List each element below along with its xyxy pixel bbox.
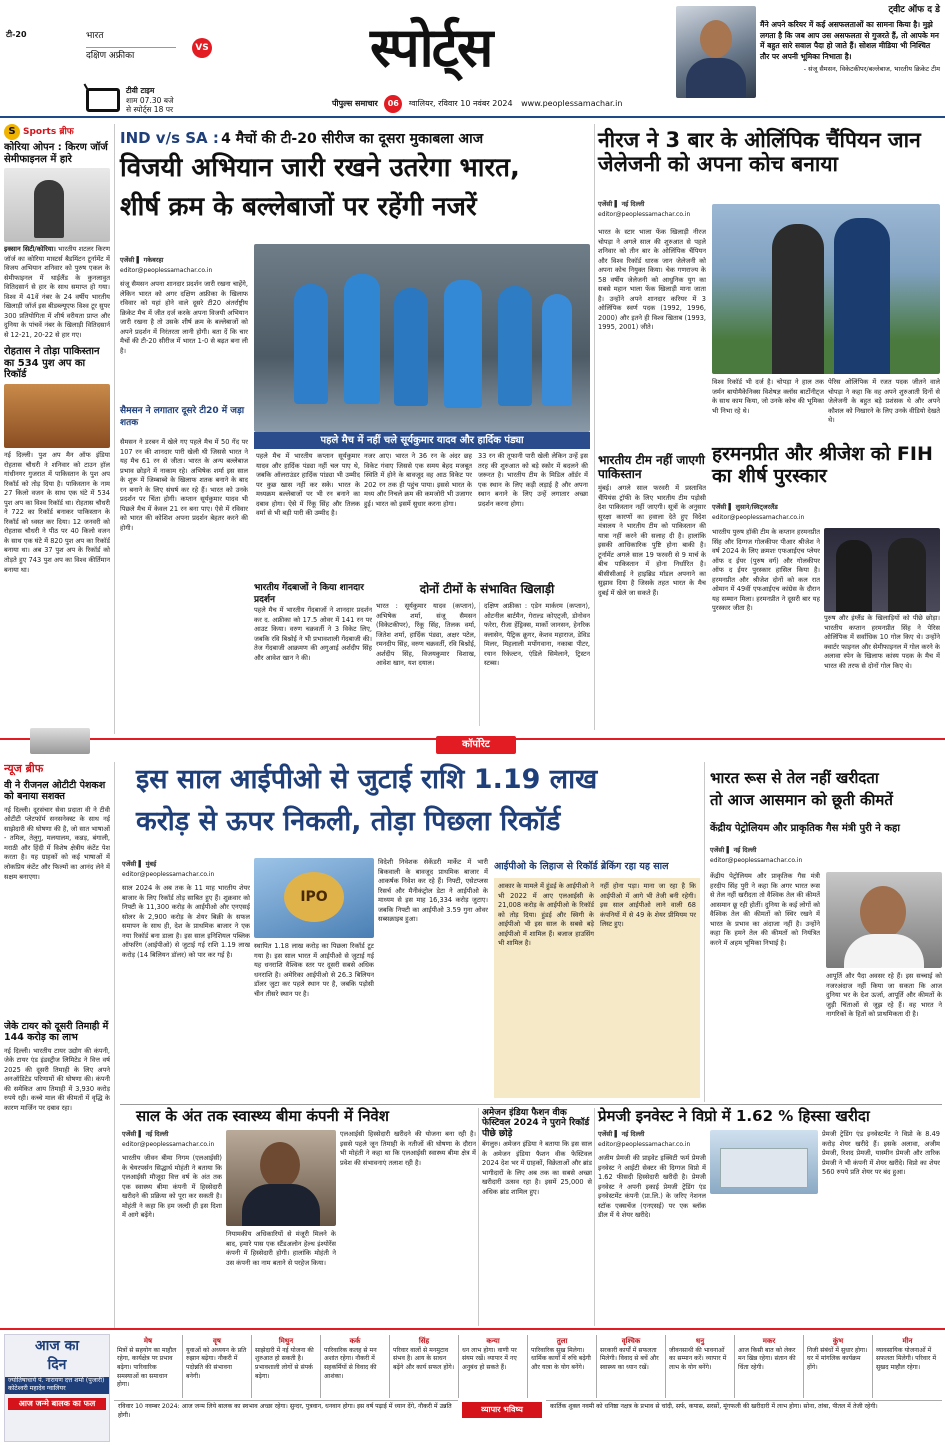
fih-body: भारतीय पुरुष हॉकी टीम के कप्तान हरमनप्रीत सिंह और दिग्गज गोलकीपर पीआर श्रीजेश ने वर्ष 2024 के लिए क्रमशः एफआईएच प्लेयर ऑफ द ईयर (पुरुष वर्ग) और गोलकीपर ऑफ द ईयर पुरस्कार हासिल किया है। हरमनप्रीत और श्रीजेश दोनों को कल रात ओमान में 49वीं एफआईएच कांग्रेस के दौरान यह सम्मान मिला। हरमनप्रीत ने दूसरी बार यह पुरस्कार जीता है। <box>712 528 820 613</box>
zodiac-taurus: वृष युवाओं को अध्ययन के प्रति रुझान बढ़ेगा। नौकरी में पदोन्नति की संभावना बनेगी। <box>183 1335 252 1398</box>
site-url: www.peoplessamachar.in <box>521 99 623 108</box>
scorpio-icon: वृश्चिक <box>621 1337 641 1345</box>
neeraj-body: भारत के स्टार भाला फेंक खिलाड़ी नीरज चोपड़ा ने अगले साल की शुरुआत से पहले शनिवार को तीन बार के ओलिंपिक चैंपियन और विश्व रिकॉर्ड धारक जान जेलेजनी को अपना कोच नियुक्त किया। चेक गणराज्य के 58 वर्षीय जेलेजनी को आधुनिक युग का सबसे महान भाला फेंक खिलाड़ी माना जाता है। उन्होंने अपने शानदार करियर में 3 ओलिंपिक स्वर्ण पदक (1992, 1996, 2000) और इतने ही विश्व खिताब (1993, 1995, 2001) जीते। <box>598 228 706 332</box>
insurance-headline: साल के अंत तक स्वास्थ्य बीमा कंपनी में निवेश <box>136 1107 389 1125</box>
pisces-icon: मीन <box>902 1337 913 1345</box>
pushup-photo <box>4 384 110 448</box>
ipo-email: editor@peoplessamachar.co.in <box>122 871 215 878</box>
lead-headline-1: विजयी अभियान जारी रखने उतरेगा भारत, <box>120 153 520 183</box>
lead-body-a: सैमसन ने डरबन में खेले गए पहले मैच में 50 गेंद पर 107 रन की शानदार पारी खेली थी जिससे भारत ने यह मैच 61 रन से जीता। भारत के अन्य बल्लेबाज प्रभाव छोड़ने में नाकाम रहे। अभिषेक शर्मा इस साल के शुरू में जिम्बाब्वे के खिलाफ शतक बनाने के बाद रन बनाने के लिए संघर्ष कर रहे हैं। भारत को उनके प्रदर्शन पर चिंता होगी। कप्तान सूर्यकुमार यादव भी पिछले मैच में केवल 21 रन बना पाए। ऐसे में रविवार को भारत की कोशिश अपना प्रदर्शन बेहतर करने की होगी। <box>120 438 248 532</box>
probable-xi-title: दोनों टीमों के संभावित खिलाड़ी <box>419 582 555 596</box>
ipo-headline-2: करोड़ से ऊपर निकली, तोड़ा पिछला रिकॉर्ड <box>136 806 561 837</box>
puri-photo <box>826 872 942 968</box>
tv-time-2: से स्पोर्ट्स 18 पर <box>126 105 174 114</box>
paper-name: पीपुल्स समाचार <box>332 99 378 108</box>
aries-icon: मेष <box>143 1337 153 1345</box>
neeraj-caption-1: विश्व रिकॉर्ड भी दर्ज है। चोपड़ा ने हाल तक जर्मन बायोमैकेनिक्स विशेषज्ञ क्लॉस बार्टोनीट्ज के साथ काम किया, जो उनके कोच की भूमिका भी निभा रहे थे। <box>712 378 824 415</box>
tweet-of-the-day <box>760 4 940 74</box>
oil-subhead: केंद्रीय पेट्रोलियम और प्राकृतिक गैस मंत्री पुरी ने कहा <box>710 823 900 834</box>
insurance-byline: एजेंसी ▌ नई दिल्ली <box>122 1130 169 1138</box>
pak-headline: भारतीय टीम नहीं जाएगी पाकिस्तान <box>598 453 705 481</box>
tv-icon <box>86 88 120 112</box>
lead-body-b: पहले मैच में भारतीय कप्तान सूर्यकुमार यादव और हार्दिक पंड्या नहीं चल पाए थे, जबकि ऑलराउंडर हार्दिक पांड्या भी उम्मीद पर कुछ खास नहीं कर सके। भारत के मध्यक्रम बल्लेबाजों पर भी रन बनाने का दबाव होगा। ऐसे में रिंकू सिंह और तिलक वर्मा से भी बड़ी पारी की उम्मीद है। <box>256 452 360 518</box>
corporate-band: कॉर्पोरेट <box>436 736 516 754</box>
fih-byline: एजेंसी ▌ लुसाने/स्विट्जरलैंड <box>712 503 778 511</box>
horoscope-title-1: आज का <box>35 1338 79 1354</box>
ipo-illustration: IPO <box>254 858 374 938</box>
neeraj-email: editor@peoplessamachar.co.in <box>598 211 691 218</box>
pak-body: मुंबई। अगले साल फरवरी में प्रस्तावित चैंपियंस ट्रॉफी के लिए भारतीय टीम पड़ोसी देश पाकिस्तान नहीं जाएगी। सूत्रों के अनुसार सुरक्षा कारणों का हवाला देते हुए विदेश मंत्रालय ने भारतीय टीम को पाकिस्तान की यात्रा नहीं करने की सलाह दी है। हालांकि इसकी आधिकारिक पुष्टि होना बाकी है। टूर्नामेंट अगले साल 19 फरवरी से 9 मार्च के बीच पाकिस्तान में होना निर्धारित है। बीसीसीआई ने हाइब्रिड मॉडल अपनाने का सुझाव दिया है जिसके तहत भारत के मैच दुबई में खेले जा सकते हैं। <box>598 484 706 598</box>
zodiac-pisces: मीन व्यावसायिक योजनाओं में सफलता मिलेगी। परिवार में सुखद माहौल रहेगा। <box>873 1335 942 1398</box>
sports-brief: S Sports ब्रीफ कोरिया ओपन : किरण जॉर्ज सेमीफाइनल में हारे इक्सान सिटी/कोरिया। भारतीय शटलर किरण जॉर्ज का कोरिया मास्टर्स बैडमिंटन टूर्नामेंट में विजय अभियान शनिवार को पुरुष एकल के सेमीफाइनल में थाईलैंड के कुनलावुत वितिदसार्न से हार के साथ समाप्त हो गया। विश्व में 41वें नंबर के 24 वर्षीय भारतीय खिलाड़ी जॉर्ज इस बीडब्ल्यूएफ विश्व टूर सुपर 300 प्रतियोगिता में शीर्ष वरीयता प्राप्त और दुनिया के पांचवें नंबर के खिलाड़ी वितिदसार्न से 12-21, 20-22 से हार गए। रोहतास ने तोड़ा पाकिस्तान का 534 पुश अप का रिकॉर्ड नई दिल्ली। पुश अप मैन ऑफ इंडिया रोहतास चौधरी ने शनिवार को टाउन हॉल गांधीनगर गुजरात में पाकिस्तान के पुश अप रिकॉर्ड को तोड़ दिया है। पाकिस्तान के नाम 27 किलो वजन के साथ एक घंटे में 534 पुश अप का विश्व रिकॉर्ड था। रोहतास चौधरी ने 722 का रिकॉर्ड बनाकर पाकिस्तान के रिकॉर्ड को ध्वस्त कर दिया। 12 जनवरी को रोहतास चौधरी ने पीठ पर 40 किलो वजन के साथ एक घंटे में 820 पुश अप का रिकॉर्ड बनाया था। अब 37 पुश अप के रिकॉर्ड को तोड़ते हुए 743 पुश अप का विश्व कीर्तिमान बनाया था। <box>4 126 110 574</box>
news-brief <box>4 762 110 1322</box>
zodiac-aries: मेष मित्रों से सहयोग का माहौल रहेगा, कार्यक्षेत्र पर प्रभाव बढ़ेगा। पारिवारिक समस्याओं का समाधान होगा। <box>114 1335 183 1398</box>
zodiac-virgo: कन्या धन लाभ होगा। वाणी पर संयम रखें। व्यापार में नए अनुबंध हो सकते हैं। <box>459 1335 528 1398</box>
jk-tyre-body: नई दिल्ली। भारतीय टायर उद्योग की कंपनी, जेके टायर एंड इंडस्ट्रीज लिमिटेड ने वित्त वर्ष 2025 की दूसरी तिमाही के लिए अपने अनऑडिटेड परिणामों की घोषणा की। कंपनी की समेकित आय तिमाही में 3,930 करोड़ रुपये रही। कच्चे माल की कीमतों में वृद्धि के कारण मार्जिन पर दबाव रहा। <box>4 1046 110 1112</box>
tv-time-label: टीवी टाइम <box>126 86 155 95</box>
brief-logo-icon: S <box>4 124 20 140</box>
brief-body-1: भारतीय शटलर किरण जॉर्ज का कोरिया मास्टर्स बैडमिंटन टूर्नामेंट में विजय अभियान शनिवार को पुरुष एकल के सेमीफाइनल में थाईलैंड के कुनलावुत वितिदसार्न से हार के साथ समाप्त हो गया। विश्व में 41वें नंबर के 24 वर्षीय भारतीय खिलाड़ी जॉर्ज इस बीडब्ल्यूएफ विश्व टूर सुपर 300 प्रतियोगिता में शीर्ष वरीयता प्राप्त और दुनिया के पांचवें नंबर के खिलाड़ी वितिदसार्न से 12-21, 20-22 से हार गए। <box>4 245 110 339</box>
record-body-1: आकार के मामले में हुंडई के आईपीओ ने भी 2022 में आए एलआईसी के 21,008 करोड़ के आईपीओ के रिकॉर्ड को तोड़ दिया। हुंडई और स्विगी के आईपीओ भी इस साल के सबसे बड़े आईपीओ में शामिल हैं। बजाज हाउसिंग भी शामिल है। <box>498 882 594 948</box>
leo-icon: सिंह <box>418 1337 430 1345</box>
virgo-icon: कन्या <box>486 1337 500 1345</box>
oil-body: केंद्रीय पेट्रोलियम और प्राकृतिक गैस मंत्री हरदीप सिंह पुरी ने कहा कि अगर भारत रूस से तेल नहीं खरीदता तो वैश्विक तेल की कीमतें आसमान छू रही होतीं। दुनिया के कई लोगों को वैश्विक तेल की कीमतों को स्थिर रखने में भारत के प्रभाव का अंदाजा नहीं है। उन्होंने कहा कि हमने तेल की कीमतों को नियंत्रित करने में अहम भूमिका निभाई है। <box>710 872 820 947</box>
taurus-icon: वृष <box>213 1337 221 1345</box>
team-two: दक्षिण अफ्रीका <box>86 47 176 62</box>
lic-chairman-photo <box>226 1130 336 1226</box>
insurance-body-1: भारतीय जीवन बीमा निगम (एलआईसी) के चेयरपर्सन सिद्धार्थ मोहंती ने बताया कि एलआईसी मौजूदा वित्त वर्ष के अंत तक एक स्वास्थ्य बीमा कंपनी में हिस्सेदारी खरीदने की प्रक्रिया को पूरा कर सकती है। मोहंती ने कहा कि हम जल्दी ही इस दिशा में आगे बढ़ेंगे। <box>122 1154 222 1220</box>
zodiac-libra: तुला पारिवारिक सुख मिलेगा। धार्मिक कार्यों में रुचि बढ़ेगी और यात्रा के योग बनेंगे। <box>528 1335 597 1398</box>
vi-body: नई दिल्ली। दूरसंचार सेवा प्रदाता वी ने टीवी ओटीटी प्लेटफॉर्म सनसनेक्स्ट के साथ नई साझेदारी की घोषणा की है, जो सात भाषाओं - तमिल, तेलुगु, मलयालम, कन्नड़, बंगाली, मराठी और हिंदी में विशेष क्षेत्रीय कंटेंट पेश करता है। यह ग्राहकों को कई भाषाओं में लोकप्रिय कंटेंट और फिल्मों का आनंद लेने में सक्षम बनाएगा। <box>4 805 110 881</box>
neeraj-caption-2: पेरिस ओलिंपिक में रजत पदक जीतने वाले चोपड़ा ने कहा कि वह अपने शुरुआती दिनों से जेलेजनी के बहुत बड़े प्रशंसक थे और अपने कौशल को निखारने के लिए उनके वीडियो देखते थे। <box>828 378 940 425</box>
insurance-body-3: एलआईसी हिस्सेदारी खरीदने की योजना बना रही है। इससे पहले जून तिमाही के नतीजों की घोषणा के दौरान भी मोहंती ने कहा था कि एलआईसी स्वास्थ्य बीमा क्षेत्र में प्रवेश की संभावनाएं तलाश रही है। <box>340 1130 476 1167</box>
ipo-headline-1: इस साल आईपीओ से जुटाई राशि 1.19 लाख <box>136 764 598 795</box>
record-headline: आईपीओ के लिहाज से रिकॉर्ड ब्रेकिंग रहा यह साल <box>494 861 669 872</box>
team-one: भारत <box>86 31 104 41</box>
wipro-email: editor@peoplessamachar.co.in <box>598 1141 691 1148</box>
oil-byline: एजेंसी ▌ नई दिल्ली <box>710 846 757 854</box>
masthead: स्पोर्ट्स <box>370 15 492 79</box>
brief-headline-2: रोहतास ने तोड़ा पाकिस्तान का 534 पुश अप का रिकॉर्ड <box>4 346 100 381</box>
sagittarius-icon: धनु <box>695 1337 705 1345</box>
zodiac-scorpio: वृश्चिक सरकारी कार्यों में सफलता मिलेगी। विवाद से बचें और स्वास्थ्य का ध्यान रखें। <box>597 1335 666 1398</box>
tweet-text: मैंने अपने करियर में कई असफलताओं का सामना किया है। मुझे लगता है कि जब आप उस असफलता से गुजरते हैं, तो आपके मन में बहुत सारे सवाल पैदा हो जाते हैं। सोशल मीडिया भी निश्चित तौर पर अपनी भूमिका निभाता है। <box>760 20 939 61</box>
tweet-author-photo <box>676 6 756 98</box>
page-header <box>0 0 945 118</box>
team-india-photo <box>254 244 590 432</box>
insurance-body-2: नियामकीय अधिकारियों से मंजूरी मिलने के बाद, हमारे पास एक स्टैंडअलोन हेल्थ इंश्योरेंस कंपनी में हिस्सेदारी होगी। हालांकि मोहंती ने उस कंपनी का नाम बताने से परहेज किया। <box>226 1230 336 1267</box>
horoscope-title-2: दिन <box>47 1356 67 1373</box>
wipro-byline: एजेंसी ▌ नई दिल्ली <box>598 1130 645 1138</box>
record-body-2: नहीं होना पड़ा। माना जा रहा है कि आईपीओ में आगे भी तेजी बनी रहेगी। इस साल आईपीओ लाने वाली 68 कंपनियों में से 49 के शेयर प्रीमियम पर लिस्ट हुए। <box>600 882 696 929</box>
aquarius-icon: कुंभ <box>832 1337 844 1345</box>
fashion-week-body: बेंगलुरु। अमेजन इंडिया ने बताया कि इस साल के अमेजन इंडिया फैशन वीक फेस्टिवल 2024 देश भर में ग्राहकों, विक्रेताओं और ब्रांड भागीदारों के लिए अब तक का सबसे अच्छा खरीदारी उत्सव रहा है। इसमें 25,000 से अधिक ब्रांड शामिल हुए। <box>482 1140 592 1196</box>
ipo-body-1: साल 2024 के अब तक के 11 माह भारतीय शेयर बाजार के लिए रिकॉर्ड तोड़ साबित हुए हैं। शुक्रवार को निफ्टी के 11,300 करोड़ के आईपीओ और एनएसई सोलर के 2,900 करोड़ के शेयर बिक्री के सफल समापन के साथ ही, देश के प्राथमिक बाजार ने एक नया रिकॉर्ड बना डाला है। इस साल इनिशियल पब्लिक ऑफरिंग (आईपीओ) से जुटाई गई राशि 1.19 लाख करोड़ (14 बिलियन डॉलर) को पार कर गई है। <box>122 884 250 959</box>
fih-email: editor@peoplessamachar.co.in <box>712 514 805 521</box>
birth-label: आज जन्मे बालक का फल <box>8 1398 106 1411</box>
page-bar <box>332 95 662 111</box>
wipro-body-2: प्रेमजी ट्रेडिंग एंड इनवेस्टमेंट ने विप्रो के 8.49 करोड़ शेयर खरीदे हैं। इसके अलावा, अजीम प्रेमजी, रिशद प्रेमजी, यास्मीन प्रेमजी और तारिक प्रेमजी ने भी कंपनी में शेयर खरीदे। विप्रो का शेयर 560 रुपये प्रति शेयर पर बंद हुआ। <box>822 1130 940 1177</box>
trade-text: कार्तिक शुक्ल नवमी को धनिष्ठा नक्षत्र के प्रभाव से चांदी, सर्फ, कपास, सरसों, मूंगफली की खरीदारी में लाभ होगा। सोना, तांबा, पीतल में तेजी रहेगी। <box>546 1400 942 1442</box>
oil-headline-1: भारत रूस से तेल नहीं खरीदता <box>710 769 879 787</box>
fih-headline: हरमनप्रीत और श्रीजेश को FIH का शीर्ष पुरस्कार <box>712 443 933 487</box>
brief-label: S Sports ब्रीफ <box>4 124 110 140</box>
zodiac-leo: सिंह परिवार वालों से मनमुटाव संभव है। आय के साधन बढ़ेंगे और कार्य सफल होंगे। <box>390 1335 459 1398</box>
lead-email: editor@peoplessamachar.co.in <box>120 267 213 274</box>
lead-subhead-2: भारतीय गेंदबाजों ने किया शानदार प्रदर्शन <box>254 583 364 606</box>
lead-body-d: 33 रन की तूफानी पारी खेली लेकिन उन्हें इस तरह की शुरुआत को बड़े स्कोर में बदलने की जरूरत है। भारतीय टीम के मिडिल ऑर्डर में एक स्थान के लिए कड़ी लड़ाई है और अपना स्थान बनाने के लिए उन्हें लगातार अच्छा प्रदर्शन करना होगा। <box>478 452 588 508</box>
tv-time-1: शाम 07.30 बजे <box>126 96 174 105</box>
zodiac-capricorn: मकर आज किसी बात को लेकर मन खिन्न रहेगा। संतान की चिंता रहेगी। <box>735 1335 804 1398</box>
zodiac-gemini: मिथुन साझेदारी में नई योजना की शुरुआत हो सकती है। प्रभावशाली लोगों से संपर्क बढ़ेगा। <box>252 1335 321 1398</box>
news-brief-label: न्यूज ब्रीफ <box>4 762 44 775</box>
oil-body-2: आपूर्ति और पैदा अवसर रहे हैं। इस सच्चाई को नजरअंदाज नहीं किया जा सकता कि आज दुनिया भर के देश ऊर्जा, आपूर्ति और कीमतों के जुड़ी चिंताओं से जूझ रहे हैं। वह भारत ने नागरिकों के हितों को प्राथमिकता दी है। <box>826 972 942 1019</box>
stock-exchange-icon <box>30 728 90 754</box>
neeraj-byline: एजेंसी ▌ नई दिल्ली <box>598 200 645 208</box>
tweet-title: ट्वीट ऑफ द डे <box>888 5 940 15</box>
trade-label: व्यापार भविष्य <box>462 1402 542 1418</box>
oil-email: editor@peoplessamachar.co.in <box>710 857 803 864</box>
horoscope-title-box <box>4 1334 110 1442</box>
wipro-body: अजीम प्रेमजी की प्राइवेट इक्विटी फर्म प्रेमजी इनवेस्ट ने आईटी सेक्टर की दिग्गज विप्रो में 1.62 फीसदी हिस्सेदारी खरीदी है। प्रेमजी इनवेस्ट ने अपनी इकाई प्रेमजी ट्रेडिंग एंड इनवेस्टमेंट कंपनी (प्रा.लि.) के जरिए नेशनल स्टॉक एक्सचेंज (एनएसई) पर एक ब्लॉक डील में ये शेयर खरीदे। <box>598 1154 706 1220</box>
fih-winners-photo <box>824 528 940 612</box>
birth-text: रविवार 10 नवम्बर 2024: आज जन्म लिये बालक का स्वभाव अच्छा रहेगा। सुन्दर, पुत्रवान, धनवान होगा। इस वर्ष पढ़ाई में ध्यान देंगे, नौकरी में उन्नति होगी। <box>114 1400 458 1442</box>
fashion-week-headline: अमेजन इंडिया फैशन वीक फेस्टिवल 2024 ने पुराने रिकॉर्ड पीछे छोड़े <box>482 1108 590 1139</box>
neeraj-headline: नीरज ने 3 बार के ओलिंपिक चैंपियन जान जेलेजनी को अपना कोच बनाया <box>598 128 921 177</box>
zodiac-cancer: कर्क पारिवारिक कलह से मन अशांत रहेगा। नौकरी में सहकर्मियों से विवाद की आशंका। <box>321 1335 390 1398</box>
ipo-byline: एजेंसी ▌ मुंबई <box>122 860 157 868</box>
gemini-icon: मिथुन <box>278 1337 294 1345</box>
lead-subhead-1: सैमसन ने लगातार दूसरे टी20 में जड़ा शतक <box>120 406 245 429</box>
dateline: ग्वालियर, रविवार 10 नवंबर 2024 <box>408 99 513 108</box>
astrologer-credit: ज्योतिषाचार्य पं. नारायण दत्त शर्मा (पुजारी) कोटेश्वरी महादेव ग्वालियर <box>5 1377 109 1394</box>
fih-caption: पुरुष और इंग्लैंड के खिलाड़ियों को पीछे छोड़ा। भारतीय कप्तान हरमनप्रीत सिंह ने पेरिस ओलिंपिक में सर्वाधिक 10 गोल किए थे। उन्होंने क्वार्टर फाइनल और सेमीफाइनल में गोल करने के अलावा स्पेन के खिलाफ कांस्य पदक के मैच में भारत की तरफ से दोनों गोल किए थे। <box>824 614 940 670</box>
t20-label: टी-20 <box>6 30 27 39</box>
sa-probable-xi: दक्षिण अफ्रीका : एडेन मार्करम (कप्तान), ओटनील बार्टमैन, गेराल्ड कोएट्जी, डोनोवन फरेरा, रीजा हेंड्रिक्स, मार्को जानसन, हेनरिक क्लासेन, पैट्रिक क्रूगर, केशव महाराज, डेविड मिलर, मिहलाली मपोंगवाना, नकाबा पीटर, रयान रिकेल्टन, एंडिले सिमेलाने, ट्रिस्टन स्टब्स। <box>484 602 590 668</box>
brief-headline-1: कोरिया ओपन : किरण जॉर्ज सेमीफाइनल में हारे <box>4 142 108 165</box>
india-probable-xi: भारत : सूर्यकुमार यादव (कप्तान), अभिषेक शर्मा, संजू सैमसन (विकेटकीपर), रिंकू सिंह, तिलक वर्मा, जितेश शर्मा, हार्दिक पंड्या, अक्षर पटेल, रमनदीप सिंह, वरुण चक्रवर्ती, रवि बिश्नोई, अर्शदीप सिंह, विजयकुमार विशाख, आवेश खान, यश दयाल। <box>376 602 480 726</box>
tweet-author: - संजू सैमसन, विकेटकीपर/बल्लेबाज, भारतीय क्रिकेट टीम <box>803 65 940 74</box>
lead-headline-2: शीर्ष क्रम के बल्लेबाजों पर रहेंगी नजरें <box>120 192 477 222</box>
oil-headline-2: तो आज आसमान को छूती कीमतें <box>710 791 893 809</box>
lead-body-c: नजर आए। भारत ने 36 रन के अंदर छह विकेट गंवाए जिससे एक समय बेहद मजबूत स्थिति में होने के बावजूद वह आठ विकेट पर 202 रन तक ही पहुंच पाया। इससे भारत के मध्य और निचले क्रम की कमजोरी भी उजागर हुई। भारत को इसमें सुधार करना होगा। <box>364 452 472 508</box>
zodiac-aquarius: कुंभ निजी संबंधों में सुधार होगा। घर में मांगलिक कार्यक्रम होंगे। <box>804 1335 873 1398</box>
jk-tyre-headline: जेके टायर को दूसरी तिमाही में 144 करोड़ का लाभ <box>4 1020 109 1043</box>
ipo-body-2: स्थापित 1.18 लाख करोड़ का पिछला रिकॉर्ड टूट गया है। इस साल भारत में आईपीओ से जुटाई गई यह धनराशि वैश्विक स्तर पर दूसरी सबसे अधिक धनराशि है। अमेरिका आईपीओ से 26.3 बिलियन डॉलर जुटा कर पहले स्थान पर है, जबकि पड़ोसी चीन तीसरे स्थान पर है। <box>254 942 374 998</box>
neeraj-coach-photo <box>712 204 940 374</box>
insurance-email: editor@peoplessamachar.co.in <box>122 1141 215 1148</box>
vs-badge: VS <box>192 38 212 58</box>
capricorn-icon: मकर <box>762 1337 776 1345</box>
wipro-building-photo <box>710 1130 818 1194</box>
zodiac-sagittarius: धनु जीवनसाथी की भावनाओं का सम्मान करें। व्यापार में लाभ के योग बनेंगे। <box>666 1335 735 1398</box>
lead-body-e: पहले मैच में भारतीय गेंदबाजों ने शानदार प्रदर्शन कर द. अफ्रीका को 17.5 ओवर में 141 रन पर आउट किया। वरुण चक्रवर्ती ने 3 विकेट लिए, जबकि रवि बिश्नोई ने भी प्रभावशाली गेंदबाजी की। तेज गेंदबाजी आक्रमण की अगुआई अर्शदीप सिंह और आवेश खान ने की। <box>254 606 372 662</box>
vi-headline: वी ने रीजनल ओटीटी पेशकश को बनाया सशक्त <box>4 779 106 802</box>
lead-kicker: IND v/s SA : 4 मैचों की टी-20 सीरीज का दूसरा मुकाबला आज <box>120 129 484 147</box>
cancer-icon: कर्क <box>349 1337 361 1345</box>
lead-intro: संजू सैमसन अपना शानदार प्रदर्शन जारी रखना चाहेंगे, लेकिन भारत को अगर दक्षिण अफ्रीका के खिलाफ रविवार को यहां होने वाले दूसरे टी20 अंतर्राष्ट्रीय क्रिकेट मैच में जीत दर्ज करके अपना विजयी अभियान जारी रखना है तो उसके शीर्ष क्रम के बल्लेबाजों को अपने प्रदर्शन में निरंतरता लानी होगी। बता दें कि चार मैचों की टी-20 सीरीज में भारत 1-0 से बढ़त बना ली है। <box>120 280 248 355</box>
wipro-headline: प्रेमजी इनवेस्ट ने विप्रो में 1.62 % हिस्सा खरीदा <box>598 1107 870 1125</box>
lead-byline: एजेंसी ▌ गकेबरहा <box>120 256 164 264</box>
brief-body-2: नई दिल्ली। पुश अप मैन ऑफ इंडिया रोहतास चौधरी ने शनिवार को टाउन हॉल गांधीनगर गुजरात में पाकिस्तान के पुश अप रिकॉर्ड को तोड़ दिया है। पाकिस्तान के नाम 27 किलो वजन के साथ एक घंटे में 534 पुश अप का विश्व रिकॉर्ड था। रोहतास चौधरी ने 722 का रिकॉर्ड बनाकर पाकिस्तान के रिकॉर्ड को ध्वस्त कर दिया। 12 जनवरी को रोहतास चौधरी ने पीठ पर 40 किलो वजन के साथ एक घंटे में 820 पुश अप का रिकॉर्ड बनाया था। अब 37 पुश अप के रिकॉर्ड को तोड़ते हुए 743 पुश अप का विश्व कीर्तिमान बनाया था। <box>4 450 110 574</box>
badminton-photo <box>4 168 110 242</box>
libra-icon: तुला <box>556 1337 568 1345</box>
page-number: 06 <box>384 95 402 113</box>
photo-caption-banner: पहले मैच में नहीं चले सूर्यकुमार यादव और हार्दिक पंड्या <box>254 432 590 449</box>
record-box <box>494 878 700 1098</box>
ipo-body-3: विदेशी निवेशक सेकेंडरी मार्केट में भारी बिकवाली के बावजूद प्राथमिक बाजार में आकर्षक निवेश कर रहे हैं। निफ्टी, एसेटप्लस रिसर्च और मैनीकंट्रोल डेटा ने आईपीओ के माध्यम से इस माह 16,334 करोड़ जुटाए। जबकि निफ्टी का आईपीओ 3.59 गुना ओवर सब्सक्राइब हुआ। <box>378 858 488 924</box>
